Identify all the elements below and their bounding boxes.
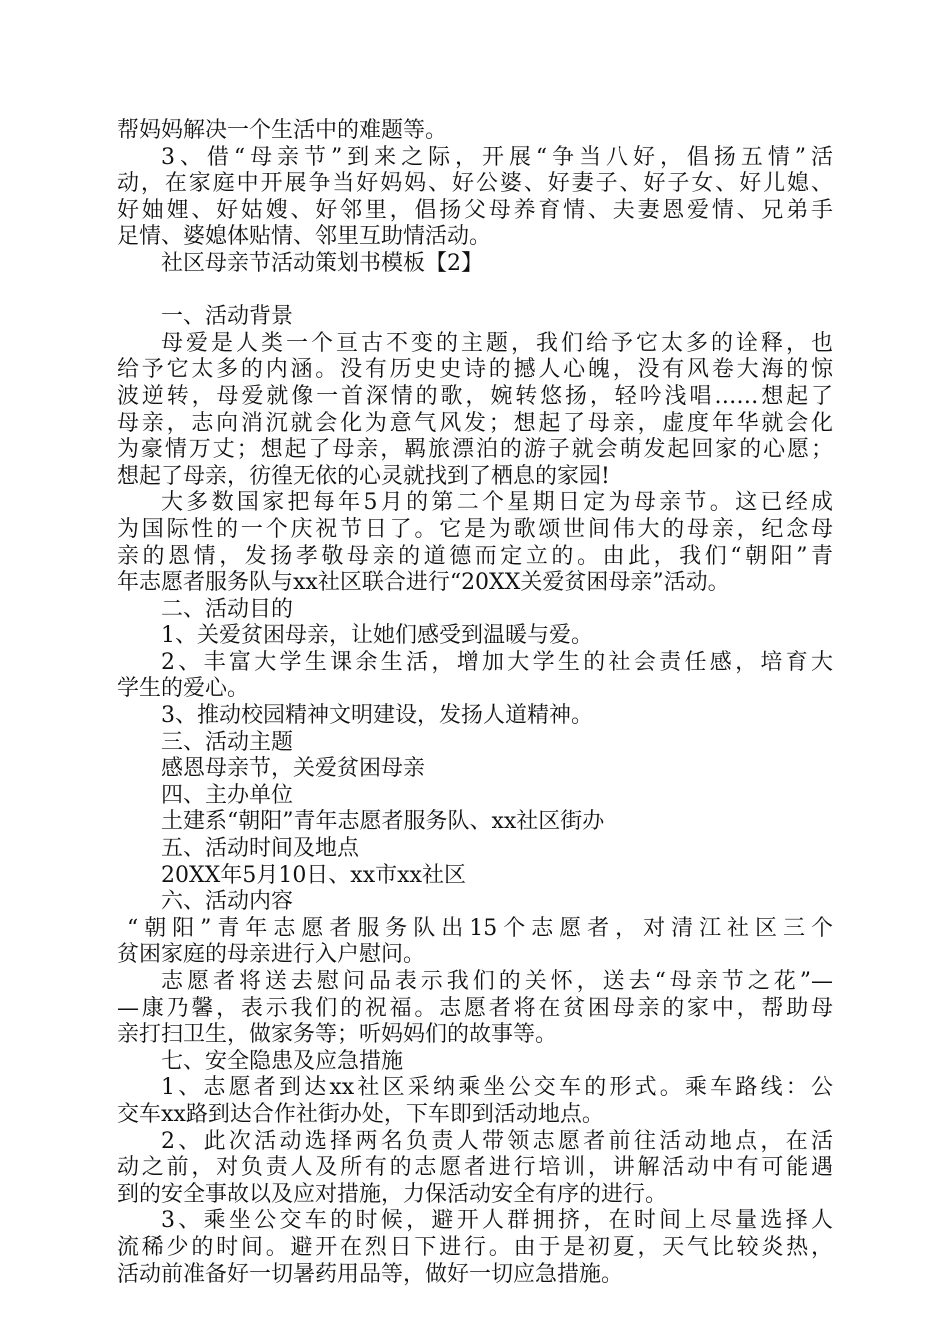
text-line: 活动前准备好一切暑药用品等，做好一切应急措施。 xyxy=(117,1261,624,1287)
text-line: 波逆转，母爱就像一首深情的歌，婉转悠扬，轻吟浅唱……想起了 xyxy=(117,383,833,409)
text-line: 20XX年5月10日、xx市xx社区 xyxy=(161,862,466,888)
text-line: 为国际性的一个庆祝节日了。它是为歌颂世间伟大的母亲，纪念母 xyxy=(117,516,833,542)
text-line: 动之前，对负责人及所有的志愿者进行培训，讲解活动中有可能遇 xyxy=(117,1155,833,1181)
text-line: 3、推动校园精神文明建设，发扬人道精神。 xyxy=(161,703,593,729)
text-line: 六、活动内容 xyxy=(161,889,294,915)
text-line: 想起了母亲，彷徨无依的心灵就找到了栖息的家园! xyxy=(117,463,610,489)
text-line: 四、主办单位 xyxy=(161,782,294,808)
text-line: 好妯娌、好姑嫂、好邻里，倡扬父母养育情、夫妻恩爱情、兄弟手 xyxy=(117,197,833,223)
text-line: 1、关爱贫困母亲，让她们感受到温暖与爱。 xyxy=(161,623,593,649)
text-line: 到的安全事故以及应对措施，力保活动安全有序的进行。 xyxy=(117,1181,668,1207)
text-line: —康乃馨，表示我们的祝福。志愿者将在贫困母亲的家中，帮助母 xyxy=(117,995,833,1021)
text-line: 亲的恩情，发扬孝敬母亲的道德而定立的。由此，我们“朝阳”青 xyxy=(117,543,833,569)
text-line: 交车xx路到达合作社街办处，下车即到活动地点。 xyxy=(117,1101,604,1127)
text-line: 感恩母亲节，关爱贫困母亲 xyxy=(161,756,426,782)
text-line: 三、活动主题 xyxy=(161,729,294,755)
text-line: 学生的爱心。 xyxy=(117,676,250,702)
text-line: 亲打扫卫生，做家务等；听妈妈们的故事等。 xyxy=(117,1022,558,1048)
text-line: 2、丰富大学生课余生活，增加大学生的社会责任感，培育大 xyxy=(161,649,833,675)
text-line: 给予它太多的内涵。没有历史史诗的撼人心魄，没有风卷大海的惊 xyxy=(117,357,833,383)
text-line: 2、此次活动选择两名负责人带领志愿者前往活动地点，在活 xyxy=(161,1128,833,1154)
text-line: 七、安全隐患及应急措施 xyxy=(161,1048,404,1074)
text-line: 帮妈妈解决一个生活中的难题等。 xyxy=(117,118,448,143)
text-line: 年志愿者服务队与xx社区联合进行“20XX关爱贫困母亲”活动。 xyxy=(117,570,730,596)
text-line: 土建系“朝阳”青年志愿者服务队、xx社区街办 xyxy=(161,809,605,835)
text-line: 足情、婆媳体贴情、邻里互助情活动。 xyxy=(117,224,492,250)
text-line: 大多数国家把每年5月的第二个星期日定为母亲节。这已经成 xyxy=(161,490,833,516)
text-line: 志愿者将送去慰问品表示我们的关怀，送去“母亲节之花”— xyxy=(161,969,833,994)
text-line: “朝阳”青年志愿者服务队出15个志愿者，对清江社区三个 xyxy=(127,915,833,941)
text-line: 动，在家庭中开展争当好妈妈、好公婆、好妻子、好子女、好儿媳、 xyxy=(117,171,833,197)
text-line: 母爱是人类一个亘古不变的主题，我们给予它太多的诠释，也 xyxy=(161,330,833,356)
text-line: 社区母亲节活动策划书模板【2】 xyxy=(161,250,483,276)
blank-line xyxy=(117,278,833,305)
text-line: 母亲，志向消沉就会化为意气风发；想起了母亲，虚度年华就会化 xyxy=(117,410,833,436)
text-line: 1、志愿者到达xx社区采纳乘坐公交车的形式。乘车路线：公 xyxy=(161,1075,833,1101)
text-line: 流稀少的时间。避开在烈日下进行。由于是初夏，天气比较炎热， xyxy=(117,1234,833,1260)
document-page xyxy=(117,118,833,1288)
text-line: 二、活动目的 xyxy=(161,596,294,622)
text-line: 五、活动时间及地点 xyxy=(161,836,360,862)
text-line: 3、借“母亲节”到来之际，开展“争当八好，倡扬五情”活 xyxy=(161,144,833,170)
text-line: 为豪情万丈；想起了母亲，羁旅漂泊的游子就会萌发起回家的心愿； xyxy=(117,437,833,463)
text-line: 贫困家庭的母亲进行入户慰问。 xyxy=(117,942,426,968)
text-line: 一、活动背景 xyxy=(161,304,294,330)
text-line: 3、乘坐公交车的时候，避开人群拥挤，在时间上尽量选择人 xyxy=(161,1208,833,1234)
